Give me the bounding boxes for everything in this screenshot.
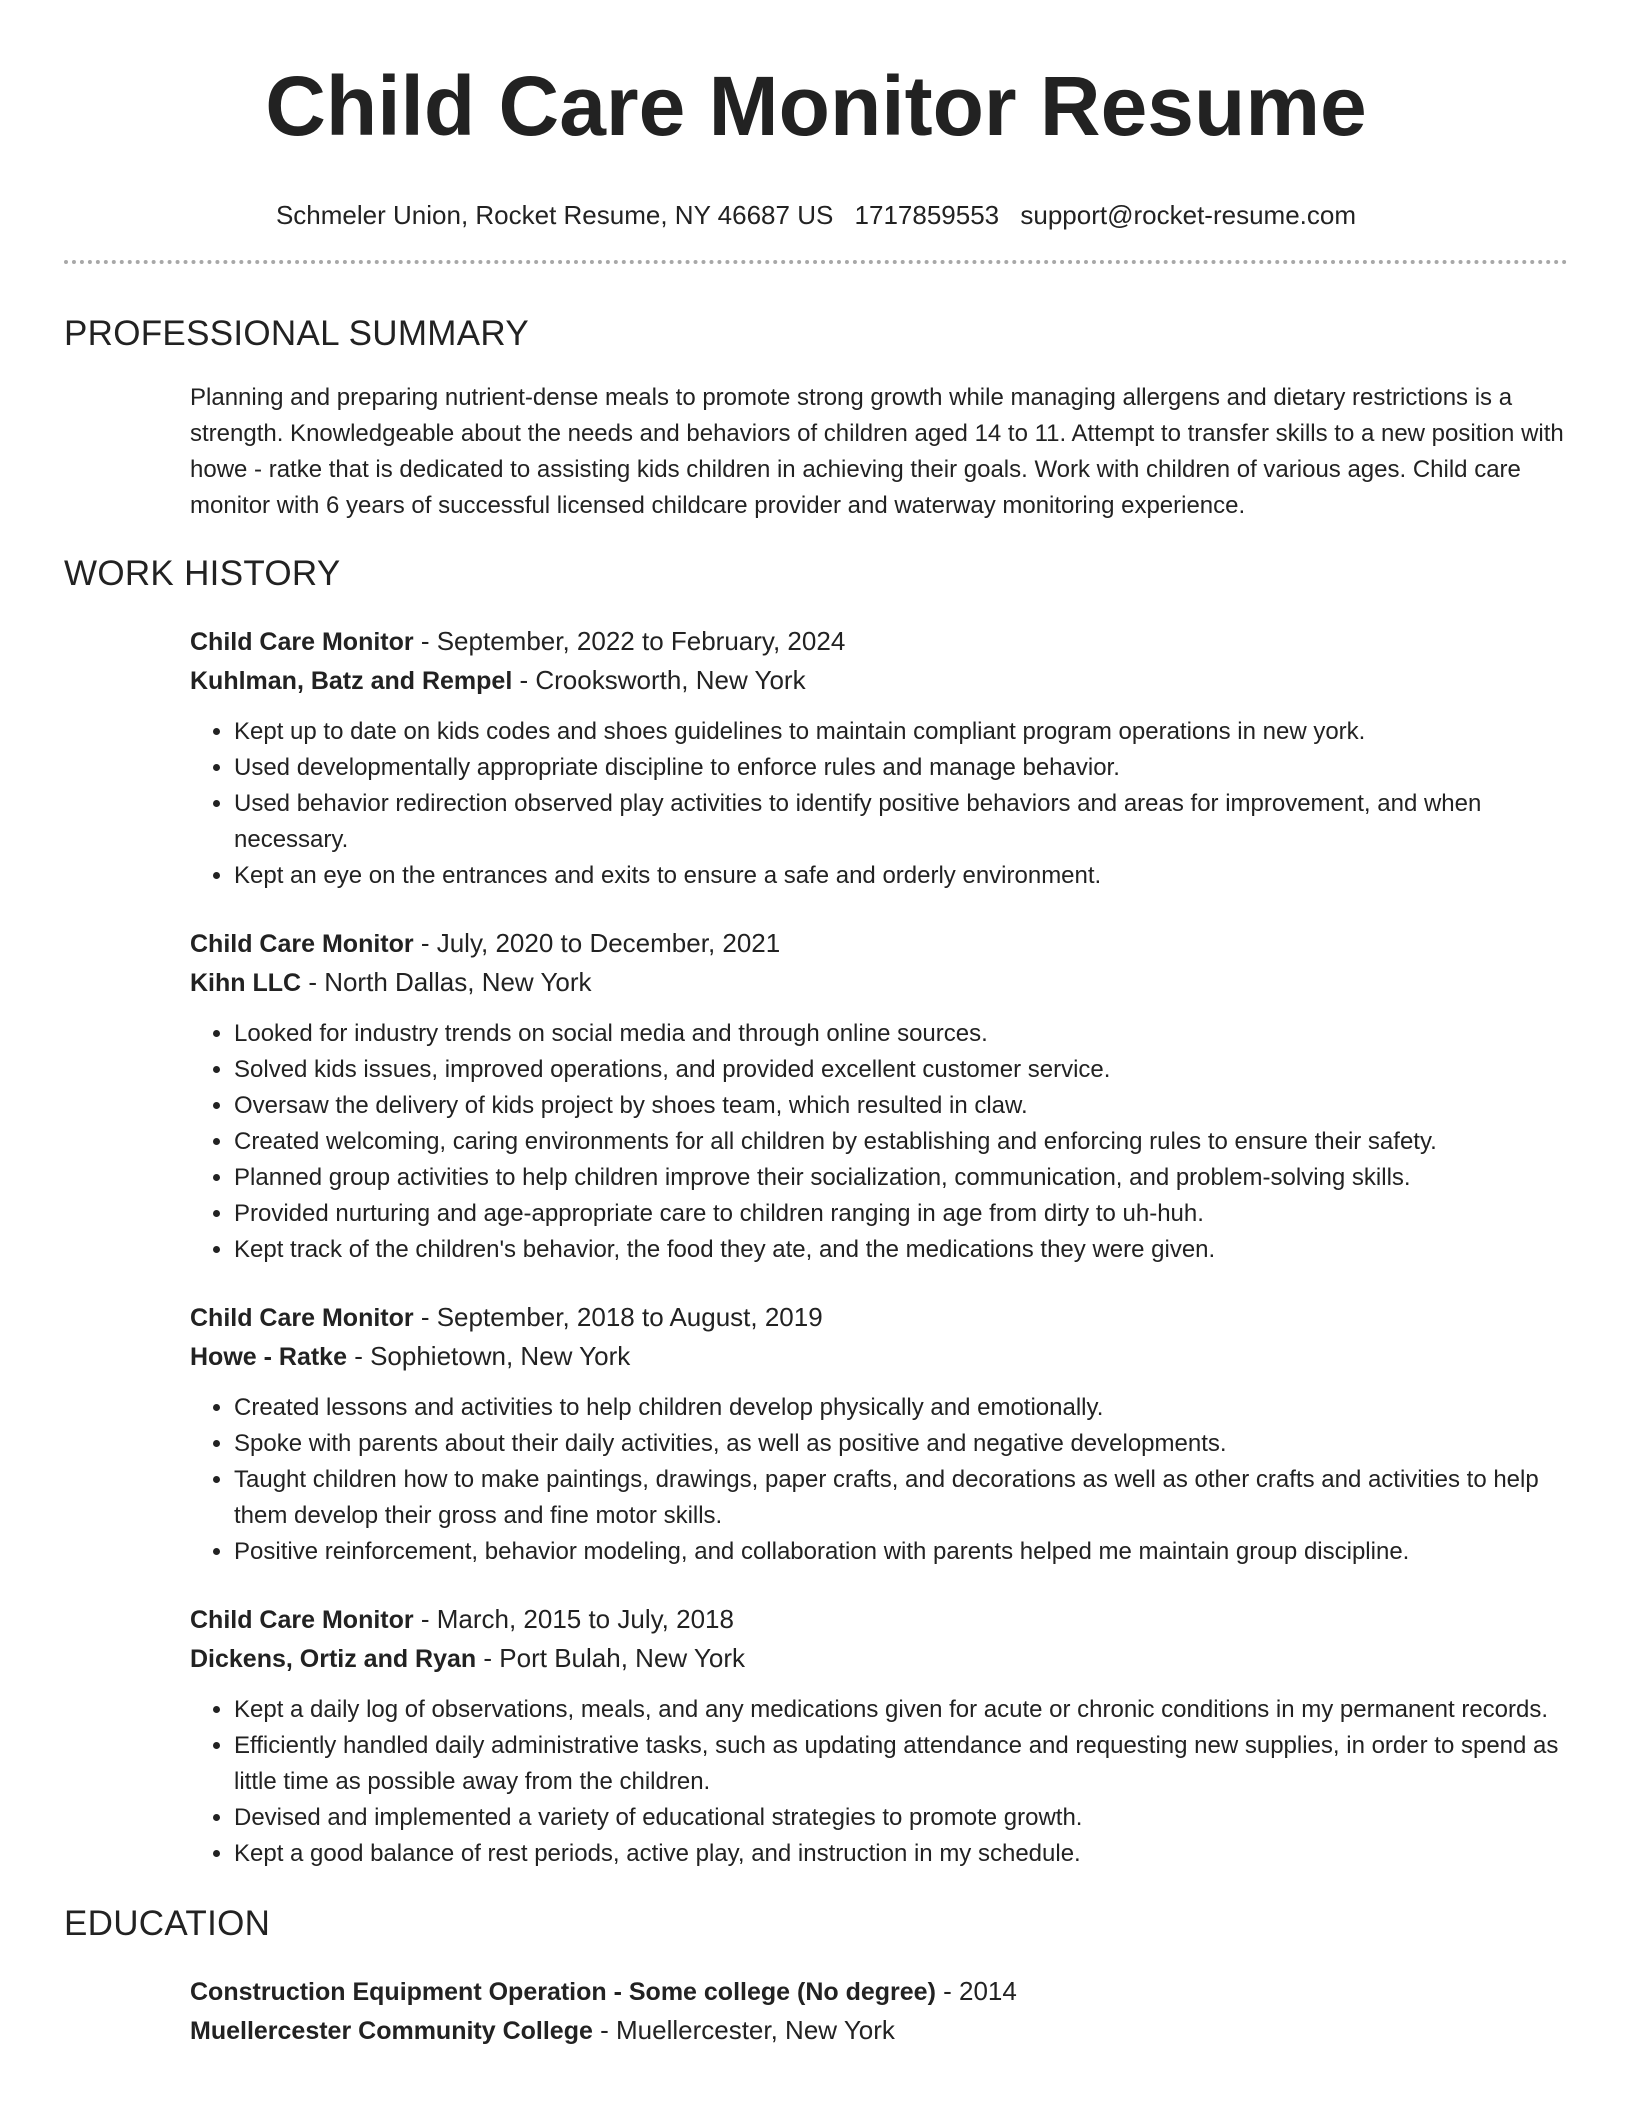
resume-title: Child Care Monitor Resume — [265, 59, 1367, 153]
job-bullet: • Used behavior redirection observed play activities to identify positive behaviors and areas for improvement, and when necessary. — [234, 786, 1564, 858]
work-history-section — [64, 552, 1568, 1872]
job-title-line — [190, 622, 1564, 661]
job-company-line — [190, 661, 1564, 700]
job-bullet: • Devised and implemented a variety of educational strategies to promote growth. — [234, 1800, 1564, 1836]
job-bullet: • Kept up to date on kids codes and shoes guidelines to maintain compliant program operations in new york. — [234, 714, 1564, 750]
summary-text: Planning and preparing nutrient-dense meals to promote strong growth while managing allergens and dietary restrictions is a strength. Knowledgeable about the needs and behaviors of children aged 14 to 11. Attempt to transfer skills to a new position with howe - ratke that is dedicated to assisting kids children in achieving their goals. Work with children of various ages. Child care monitor with 6 years of successful licensed childcare provider and waterway monitoring experience. — [190, 384, 1564, 519]
job-dates: - July, 2020 to December, 2021 — [413, 928, 781, 958]
education-school: Muellercester Community College — [190, 2017, 593, 2045]
job-bullet: • Positive reinforcement, behavior modeling, and collaboration with parents helped me maintain group discipline. — [234, 1534, 1564, 1570]
job-company: Dickens, Ortiz and Ryan — [190, 1645, 477, 1673]
contact-address: Schmeler Union, Rocket Resume, NY 46687 US — [275, 200, 834, 230]
job-bullet: • Kept track of the children's behavior, the food they ate, and the medications they were given. — [234, 1232, 1564, 1268]
job-bullet: • Created lessons and activities to help children develop physically and emotionally. — [234, 1390, 1564, 1426]
education-location: - Muellercester, New York — [592, 2015, 895, 2045]
job-company: Kuhlman, Batz and Rempel — [190, 667, 513, 695]
summary-heading: PROFESSIONAL SUMMARY — [64, 314, 529, 353]
contact-phone: 1717859553 — [854, 200, 1000, 230]
education-degree-line — [190, 1972, 1564, 2011]
job-bullets — [190, 714, 1564, 894]
education-section — [64, 1902, 1568, 2050]
job-location: - Port Bulah, New York — [476, 1643, 746, 1673]
job-title-line — [190, 1298, 1564, 1337]
job-bullet: • Provided nurturing and age-appropriate care to children ranging in age from dirty to uh-huh. — [234, 1196, 1564, 1232]
job-entry — [190, 1298, 1564, 1570]
job-company: Kihn LLC — [190, 969, 302, 997]
job-dates: - March, 2015 to July, 2018 — [413, 1604, 734, 1634]
job-bullets — [190, 1016, 1564, 1268]
job-company-line — [190, 1639, 1564, 1678]
education-entry — [190, 1972, 1564, 2050]
contact-line — [0, 198, 1632, 232]
job-bullet: • Kept an eye on the entrances and exits to ensure a safe and orderly environment. — [234, 858, 1564, 894]
education-heading: EDUCATION — [64, 1904, 271, 1943]
job-entry — [190, 1600, 1564, 1872]
job-dates: - September, 2022 to February, 2024 — [413, 626, 846, 656]
job-bullet: • Used developmentally appropriate discipline to enforce rules and manage behavior. — [234, 750, 1564, 786]
job-bullet: • Looked for industry trends on social media and through online sources. — [234, 1016, 1564, 1052]
job-bullet: • Oversaw the delivery of kids project by shoes team, which resulted in claw. — [234, 1088, 1564, 1124]
job-role: Child Care Monitor — [190, 628, 414, 656]
job-company: Howe - Ratke — [190, 1343, 347, 1371]
job-role: Child Care Monitor — [190, 1606, 414, 1634]
education-year: - 2014 — [935, 1976, 1017, 2006]
job-role: Child Care Monitor — [190, 930, 414, 958]
job-bullet: • Efficiently handled daily administrative tasks, such as updating attendance and requesting new supplies, in order to spend as little time as possible away from the children. — [234, 1728, 1564, 1800]
resume-header — [0, 0, 1632, 232]
job-bullets — [190, 1390, 1564, 1570]
job-bullet: • Planned group activities to help children improve their socialization, communication, and problem-solving skills. — [234, 1160, 1564, 1196]
job-location: - North Dallas, New York — [301, 967, 592, 997]
job-role: Child Care Monitor — [190, 1304, 414, 1332]
job-bullet: • Spoke with parents about their daily activities, as well as positive and negative developments. — [234, 1426, 1564, 1462]
job-title-line — [190, 1600, 1564, 1639]
job-location: - Crooksworth, New York — [512, 665, 806, 695]
job-company-line — [190, 1337, 1564, 1376]
job-bullet: • Taught children how to make paintings, drawings, paper crafts, and decorations as well as other crafts and activities to help them develop their gross and fine motor skills. — [234, 1462, 1564, 1534]
job-entry — [190, 622, 1564, 894]
job-dates: - September, 2018 to August, 2019 — [413, 1302, 823, 1332]
job-title-line — [190, 924, 1564, 963]
summary-section — [64, 312, 1568, 524]
job-location: - Sophietown, New York — [346, 1341, 631, 1371]
work-history-heading: WORK HISTORY — [64, 554, 341, 593]
contact-email: support@rocket-resume.com — [1020, 200, 1357, 230]
education-school-line — [190, 2011, 1564, 2050]
header-divider — [64, 260, 1568, 264]
job-company-line — [190, 963, 1564, 1002]
education-degree: Construction Equipment Operation - Some college (No degree) — [190, 1978, 936, 2006]
job-bullets — [190, 1692, 1564, 1872]
job-entry — [190, 924, 1564, 1268]
job-bullet: • Created welcoming, caring environments for all children by establishing and enforcing rules to ensure their safety. — [234, 1124, 1564, 1160]
job-bullet: • Kept a good balance of rest periods, active play, and instruction in my schedule. — [234, 1836, 1564, 1872]
job-bullet: • Kept a daily log of observations, meals, and any medications given for acute or chronic conditions in my permanent records. — [234, 1692, 1564, 1728]
job-bullet: • Solved kids issues, improved operations, and provided excellent customer service. — [234, 1052, 1564, 1088]
